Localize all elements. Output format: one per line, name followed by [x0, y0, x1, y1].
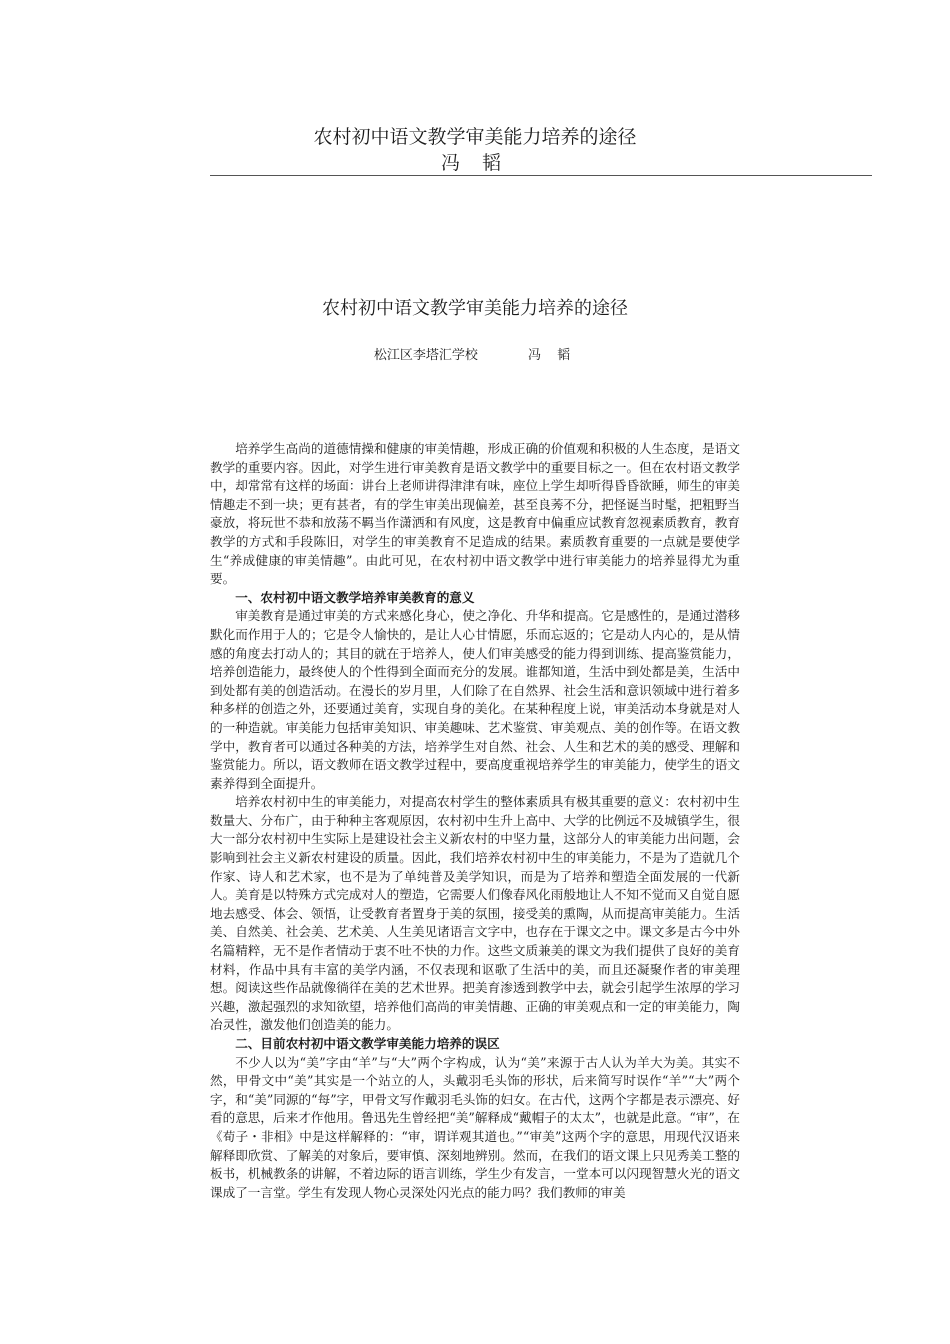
paragraph-2: 审美教育是通过审美的方式来感化身心，使之净化、升华和提高。它是感性的，是通过潜移默化而作用于人的；它是令人愉快的，是让人心甘情愿，乐而忘返的；它是动人内心的，是从情感的角度去打动人的；其目的就在于培养人，使人们审美感受的能力得到训练、提高鉴赏能力，培养创造能力，最终使人的个性得到全面而充分的发展。谁都知道，生活中到处都是美，生活中到处都有美的创造活动。在漫长的岁月里，人们除了在自然界、社会生活和意识领域中进行着多种多样的创造之外，还要通过美育，实现自身的美化。在某种程度上说，审美活动本身就是对人的一种造就。审美能力包括审美知识、审美趣味、艺术鉴赏、审美观点、美的创作等。在语文教学中，教育者可以通过各种美的方法，培养学生对自然、社会、人生和艺术的美的感受、理解和鉴赏能力。所以，语文教师在语文教学过程中，要高度重视培养学生的审美能力，使学生的语文素养得到全面提升。 — [210, 608, 740, 791]
author-name: 冯 韬 — [528, 348, 577, 363]
header-title: 农村初中语文教学审美能力培养的途径 — [313, 126, 637, 148]
byline — [210, 346, 740, 366]
header-author: 冯 韬 — [440, 152, 510, 174]
section-heading-1: 一、农村初中语文教学培养审美教育的意义 — [235, 589, 475, 605]
article-body — [210, 440, 740, 1202]
header-divider — [210, 175, 872, 176]
school-name: 松江区李塔汇学校 — [373, 348, 478, 363]
article-title: 农村初中语文教学审美能力培养的途径 — [322, 298, 628, 319]
paragraph-3: 培养农村初中生的审美能力，对提高农村学生的整体素质具有极其重要的意义：农村初中生数量大、分布广，由于种种主客观原因，农村初中生升上高中、大学的比例远不及城镇学生，很大一部分农村初中生实际上是建设社会主义新农村的中坚力量，这部分人的审美能力出问题，会影响到社会主义新农村建设的质量。因此，我们培养农村初中生的审美能力，不是为了造就几个作家、诗人和艺术家，也不是为了单纯普及美学知识，而是为了培养和塑造全面发展的一代新人。美育是以特殊方式完成对人的塑造，它需要人们像春风化雨般地让人不知不觉而又自觉自愿地去感受、体会、领悟，让受教育者置身于美的氛围，接受美的熏陶，从而提高审美能力。生活美、自然美、社会美、艺术美、人生美见诸语言文字中，也存在于课文之中。课文多是古今中外名篇精粹，无不是作者情动于衷不吐不快的力作。这些文质兼美的课文为我们提供了良好的美育材料，作品中具有丰富的美学内涵，不仅表现和讴歌了生活中的美，而且还凝聚作者的审美理想。阅读这些作品就像徜徉在美的艺术世界。把美育渗透到教学中去，就会引起学生浓厚的学习兴趣，激起强烈的求知欲望，培养他们高尚的审美情趣、正确的审美观点和一定的审美能力，陶冶灵性，激发他们创造美的能力。 — [210, 794, 740, 1033]
paragraph-4: 不少人以为“美”字由“羊”与“大”两个字构成，认为“美”来源于古人认为羊大为美。其实不然，甲骨文中“美”其实是一个站立的人，头戴羽毛头饰的形状，后来简写时误作“羊”“大”两个字，和“美”同源的“每”字，甲骨文写作戴羽毛头饰的妇女。在古代，这两个字都是表示漂亮、好看的意思，后来才作他用。鲁迅先生曾经把“美”解释成“戴帽子的太太”，也就是此意。“审”，在《荀子・非相》中是这样解释的：“审，谓详观其道也。”“审美”这两个字的意思，用现代汉语来解释即欣赏、了解美的对象后，要审慎、深刻地辨别。然而，在我们的语文课上只见秀美工整的板书，机械教条的讲解，不着边际的语言训练，学生少有发言，一堂本可以闪现智慧火光的语文课成了一言堂。学生有发现人物心灵深处闪光点的能力吗？我们教师的审美 — [210, 1054, 740, 1200]
paragraph-intro: 培养学生高尚的道德情操和健康的审美情趣，形成正确的价值观和积极的人生态度，是语文教学的重要内容。因此，对学生进行审美教育是语文教学中的重要目标之一。但在农村语文教学中，却常常有这样的场面：讲台上老师讲得津津有味，座位上学生却听得昏昏欲睡，师生的审美情趣走不到一块；更有甚者，有的学生审美出现偏差，甚至良莠不分，把怪诞当时髦，把粗野当豪放，将玩世不恭和放荡不羁当作潇洒和有风度，这是教育中偏重应试教育忽视素质教育，教育教学的方式和手段陈旧，对学生的审美教育不足造成的结果。素质教育重要的一点就是要使学生“养成健康的审美情趣”。由此可见，在农村初中语文教学中进行审美能力的培养显得尤为重要。 — [210, 441, 740, 587]
section-heading-2: 二、目前农村初中语文教学审美能力培养的误区 — [235, 1036, 500, 1051]
